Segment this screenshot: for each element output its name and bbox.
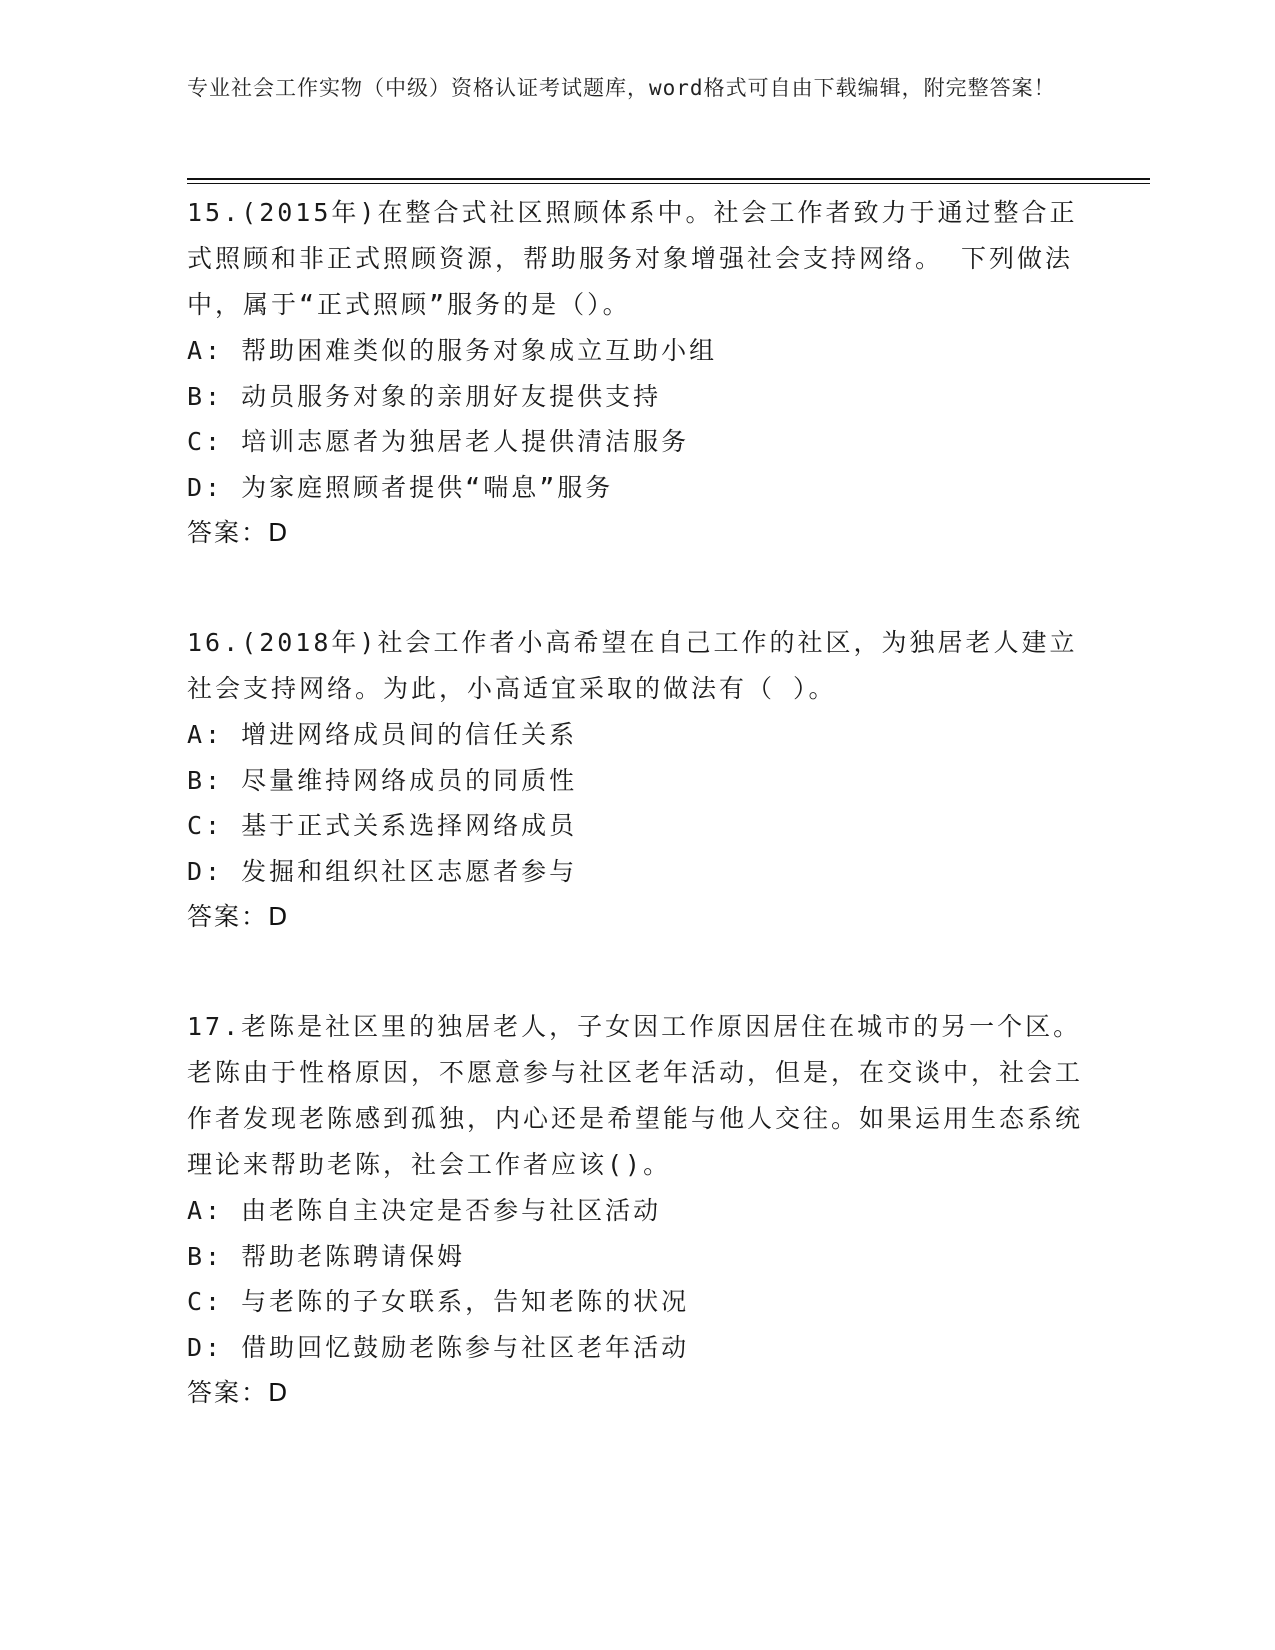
answer: 答案：D (187, 518, 290, 547)
option-b: B: 尽量维持网络成员的同质性 (187, 765, 578, 795)
question-spacer (187, 556, 1087, 620)
question-spacer (187, 940, 1087, 1004)
option-d: D: 发掘和组织社区志愿者参与 (187, 856, 578, 886)
option-a: A: 增进网络成员间的信任关系 (187, 720, 578, 749)
answer: 答案：D (187, 902, 290, 931)
header-rule-thin (187, 183, 1150, 184)
question-list (187, 190, 1087, 1416)
question-16 (187, 620, 1087, 940)
option-c: C: 基于正式关系选择网络成员 (187, 811, 578, 840)
question-text: 17.老陈是社区里的独居老人，子女因工作原因居住在城市的另一个区。老陈由于性格原因，不愿意参与社区老年活动，但是，在交谈中，社会工作者发现老陈感到孤独，内心还是希望能与他人交往。如果运用生态系统理论来帮助老陈，社会工作者应该()。 (187, 1012, 1084, 1179)
option-a: A: 帮助困难类似的服务对象成立互助小组 (187, 336, 718, 365)
header-rule-thick (187, 178, 1150, 180)
question-17 (187, 1004, 1087, 1416)
option-a: A: 由老陈自主决定是否参与社区活动 (187, 1196, 662, 1225)
option-b: B: 动员服务对象的亲朋好友提供支持 (187, 381, 662, 411)
option-c: C: 培训志愿者为独居老人提供清洁服务 (187, 427, 690, 456)
question-15 (187, 190, 1087, 556)
option-d: D: 借助回忆鼓励老陈参与社区老年活动 (187, 1332, 690, 1362)
document-header: 专业社会工作实物（中级）资格认证考试题库，word格式可自由下载编辑，附完整答案！ (187, 76, 1056, 100)
option-c: C: 与老陈的子女联系，告知老陈的状况 (187, 1287, 690, 1316)
answer: 答案：D (187, 1378, 290, 1407)
option-b: B: 帮助老陈聘请保姆 (187, 1241, 466, 1271)
question-text: 16.(2018年)社会工作者小高希望在自己工作的社区，为独居老人建立社会支持网络。为此，小高适宜采取的做法有（ ）。 (187, 628, 1078, 703)
option-d: D: 为家庭照顾者提供“喘息”服务 (187, 472, 614, 502)
question-text: 15.(2015年)在整合式社区照顾体系中。社会工作者致力于通过整合正式照顾和非正式照顾资源，帮助服务对象增强社会支持网络。 下列做法中，属于“正式照顾”服务的是（）。 (187, 198, 1078, 319)
